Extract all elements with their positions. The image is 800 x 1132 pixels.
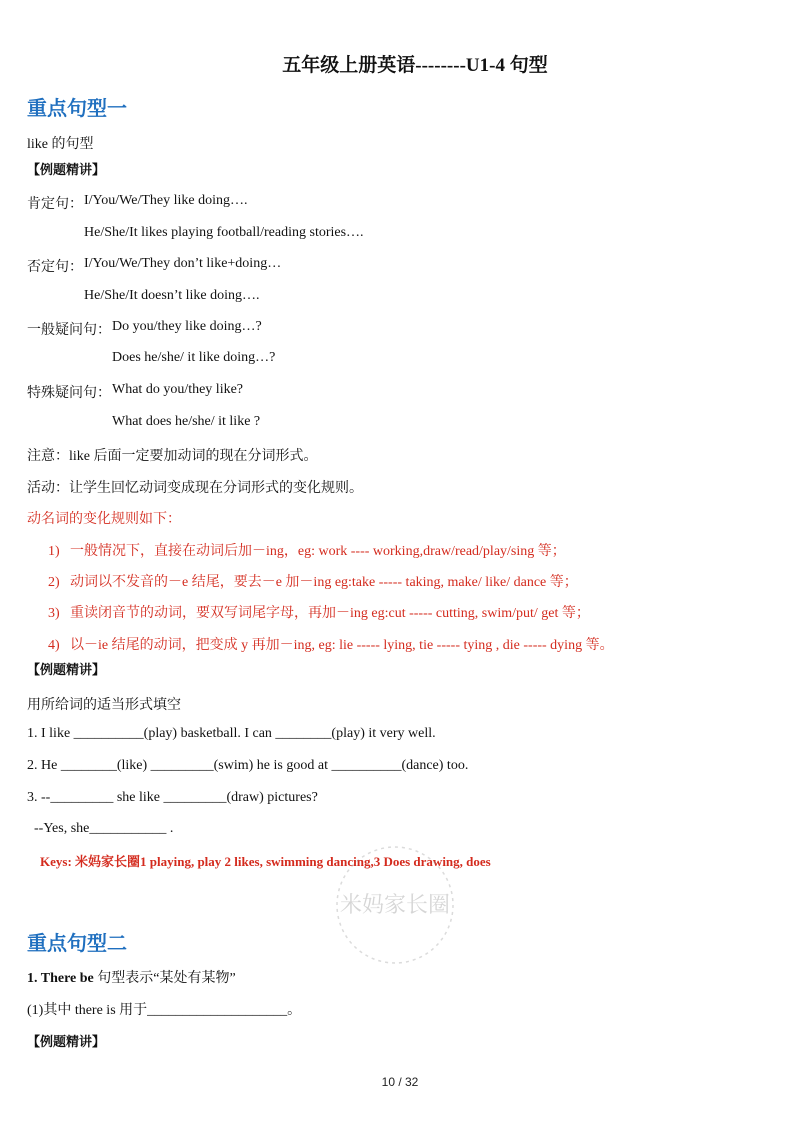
rule-text: 动词以不发音的－e 结尾，要去－e 加－ing eg:take ----- taking, make/ like/ dance 等； bbox=[70, 575, 578, 590]
rule-item bbox=[48, 634, 614, 654]
there-be-prefix: 1. There be bbox=[27, 971, 94, 986]
rule-item bbox=[48, 540, 566, 560]
special-question-1: What do you/they like? bbox=[112, 382, 244, 397]
negative-sentence-1: I/You/We/They don’t like+doing… bbox=[84, 256, 282, 271]
exercise-item: 2. He ________(like) _________(swim) he is good at __________(dance) too. bbox=[27, 758, 469, 773]
rule-text: 以－ie 结尾的动词，把变成 y 再加－ing, eg: lie ----- lying, tie ----- tying , die ----- dying 等。 bbox=[70, 638, 614, 653]
activity: 活动：让学生回忆动词变成现在分词形式的变化规则。 bbox=[27, 481, 363, 496]
general-question-2: Does he/she/ it like doing…? bbox=[112, 350, 276, 365]
affirmative-label: 肯定句： bbox=[27, 197, 83, 212]
rule-item bbox=[48, 602, 590, 622]
affirmative-sentence-1: I/You/We/They like doing…. bbox=[84, 193, 248, 208]
rule-text: 一般情况下，直接在动词后加－ing，eg: work ---- working,draw/read/play/sing 等； bbox=[70, 544, 566, 559]
there-is-usage: (1)其中 there is 用于____________________。 bbox=[27, 1003, 302, 1018]
negative-label: 否定句： bbox=[27, 260, 83, 275]
there-be-description: 句型表示“某处有某物” bbox=[93, 971, 236, 986]
rule-number: 1) bbox=[48, 544, 60, 559]
section-heading-2: 重点句型二 bbox=[27, 931, 127, 955]
special-question-2: What does he/she/ it like ? bbox=[112, 414, 261, 429]
general-question-label: 一般疑问句： bbox=[27, 323, 111, 338]
section-subtitle: like 的句型 bbox=[27, 137, 94, 152]
watermark-text: 米妈家长圈 bbox=[339, 893, 451, 918]
note: 注意：like 后面一定要加动词的现在分词形式。 bbox=[27, 449, 318, 464]
negative-sentence-2: He/She/It doesn’t like doing…. bbox=[84, 288, 260, 303]
special-question-label: 特殊疑问句： bbox=[27, 386, 111, 401]
example-label: 【例题精讲】 bbox=[27, 1035, 106, 1050]
exercise-item: --Yes, she___________ . bbox=[27, 821, 174, 836]
rule-number: 4) bbox=[48, 638, 60, 653]
example-label: 【例题精讲】 bbox=[27, 663, 106, 678]
exercise-instruction: 用所给词的适当形式填空 bbox=[27, 698, 181, 713]
rule-text: 重读闭音节的动词，要双写词尾字母，再加－ing eg:cut ----- cutting, swim/put/ get 等； bbox=[70, 606, 590, 621]
watermark-seal bbox=[330, 840, 460, 970]
section-heading-1: 重点句型一 bbox=[27, 96, 127, 120]
rule-number: 3) bbox=[48, 606, 60, 621]
affirmative-sentence-2: He/She/It likes playing football/reading stories…. bbox=[84, 225, 364, 240]
rule-item bbox=[48, 571, 578, 591]
page-number: 10 / 32 bbox=[381, 1075, 419, 1089]
rule-number: 2) bbox=[48, 575, 60, 590]
exercise-item: 1. I like __________(play) basketball. I can ________(play) it very well. bbox=[27, 726, 436, 741]
answer-keys: Keys: 米妈家长圈1 playing, play 2 likes, swimming dancing,3 Does drawing, does bbox=[40, 854, 491, 869]
example-label: 【例题精讲】 bbox=[27, 163, 106, 178]
general-question-1: Do you/they like doing…? bbox=[112, 319, 262, 334]
rules-heading: 动名词的变化规则如下： bbox=[27, 512, 181, 527]
exercise-item: 3. --_________ she like _________(draw) pictures? bbox=[27, 790, 318, 805]
page-title: 五年级上册英语--------U1-4 句型 bbox=[282, 55, 548, 76]
there-be-item bbox=[27, 967, 236, 987]
